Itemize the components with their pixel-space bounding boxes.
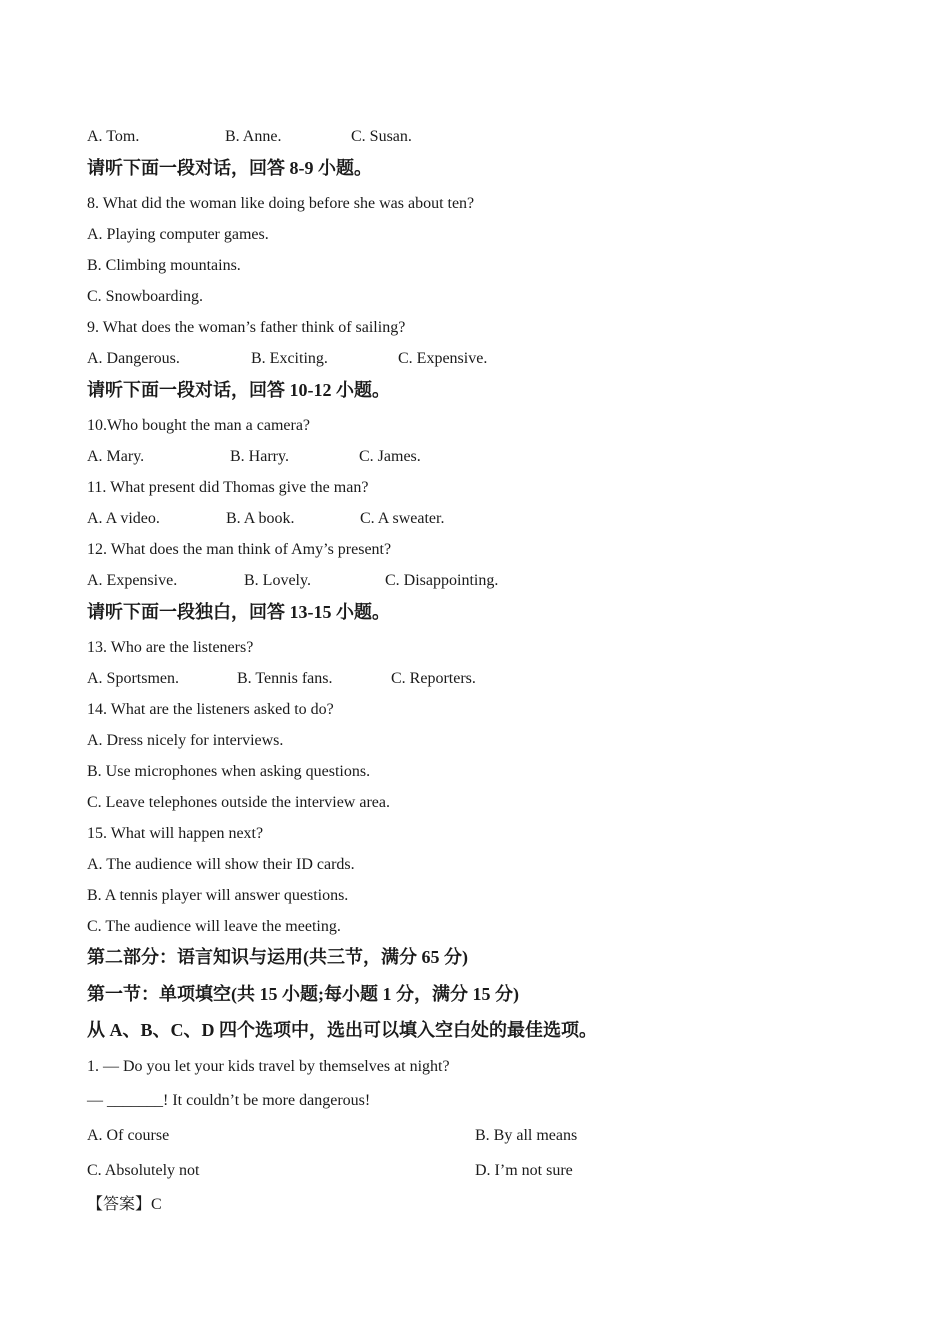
instruction-text: 从 A、B、C、D 四个选项中，选出可以填入空白处的最佳选项。 xyxy=(87,1020,598,1040)
q15-option-c: C. The audience will leave the meeting. xyxy=(87,918,341,935)
q12-stem: 12. What does the man think of Amy’s present? xyxy=(87,541,392,558)
q15-option-a: A. The audience will show their ID cards. xyxy=(87,856,355,873)
q7-option-b: B. Anne. xyxy=(225,128,282,145)
q8-option-a: A. Playing computer games. xyxy=(87,226,269,243)
q10-option-b: B. Harry. xyxy=(230,448,289,465)
q12-option-c: C. Disappointing. xyxy=(385,572,499,589)
part-two-heading: 第二部分：语言知识与运用(共三节，满分 65 分) xyxy=(87,947,468,967)
q13-option-c: C. Reporters. xyxy=(391,670,476,687)
q12-option-a: A. Expensive. xyxy=(87,572,178,589)
q9-option-c: C. Expensive. xyxy=(398,350,488,367)
mc1-option-d: D. I’m not sure xyxy=(475,1162,573,1179)
q15-option-b: B. A tennis player will answer questions. xyxy=(87,887,349,904)
q14-option-a: A. Dress nicely for interviews. xyxy=(87,732,284,749)
q11-stem: 11. What present did Thomas give the man? xyxy=(87,479,369,496)
q13-stem: 13. Who are the listeners? xyxy=(87,639,254,656)
q9-stem: 9. What does the woman’s father think of sailing? xyxy=(87,319,406,336)
q8-option-b: B. Climbing mountains. xyxy=(87,257,241,274)
q7-option-c: C. Susan. xyxy=(351,128,412,145)
q11-option-a: A. A video. xyxy=(87,510,160,527)
mc1-option-b: B. By all means xyxy=(475,1127,578,1144)
q13-option-a: A. Sportsmen. xyxy=(87,670,179,687)
section-one-heading: 第一节：单项填空(共 15 小题;每小题 1 分，满分 15 分) xyxy=(87,984,519,1004)
mc1-stem-line1: 1. — Do you let your kids travel by themselves at night? xyxy=(87,1058,450,1075)
q14-option-c: C. Leave telephones outside the interview area. xyxy=(87,794,390,811)
q9-option-a: A. Dangerous. xyxy=(87,350,180,367)
section-heading-10-12: 请听下面一段对话，回答 10-12 小题。 xyxy=(87,380,390,400)
mc1-stem-line2: — _______! It couldn’t be more dangerous! xyxy=(87,1092,371,1109)
q14-stem: 14. What are the listeners asked to do? xyxy=(87,701,334,718)
q10-option-c: C. James. xyxy=(359,448,421,465)
q11-option-c: C. A sweater. xyxy=(360,510,445,527)
q13-option-b: B. Tennis fans. xyxy=(237,670,333,687)
mc1-option-c: C. Absolutely not xyxy=(87,1162,200,1179)
q7-option-a: A. Tom. xyxy=(87,128,140,145)
section-heading-8-9: 请听下面一段对话，回答 8-9 小题。 xyxy=(87,158,372,178)
answer-line: 【答案】C xyxy=(87,1196,162,1213)
q8-option-c: C. Snowboarding. xyxy=(87,288,203,305)
q15-stem: 15. What will happen next? xyxy=(87,825,264,842)
q11-option-b: B. A book. xyxy=(226,510,295,527)
mc1-option-a: A. Of course xyxy=(87,1127,170,1144)
q10-option-a: A. Mary. xyxy=(87,448,145,465)
q10-stem: 10.Who bought the man a camera? xyxy=(87,417,311,434)
section-heading-13-15: 请听下面一段独白，回答 13-15 小题。 xyxy=(87,602,390,622)
q9-option-b: B. Exciting. xyxy=(251,350,328,367)
q12-option-b: B. Lovely. xyxy=(244,572,311,589)
q14-option-b: B. Use microphones when asking questions. xyxy=(87,763,371,780)
q8-stem: 8. What did the woman like doing before she was about ten? xyxy=(87,195,475,212)
